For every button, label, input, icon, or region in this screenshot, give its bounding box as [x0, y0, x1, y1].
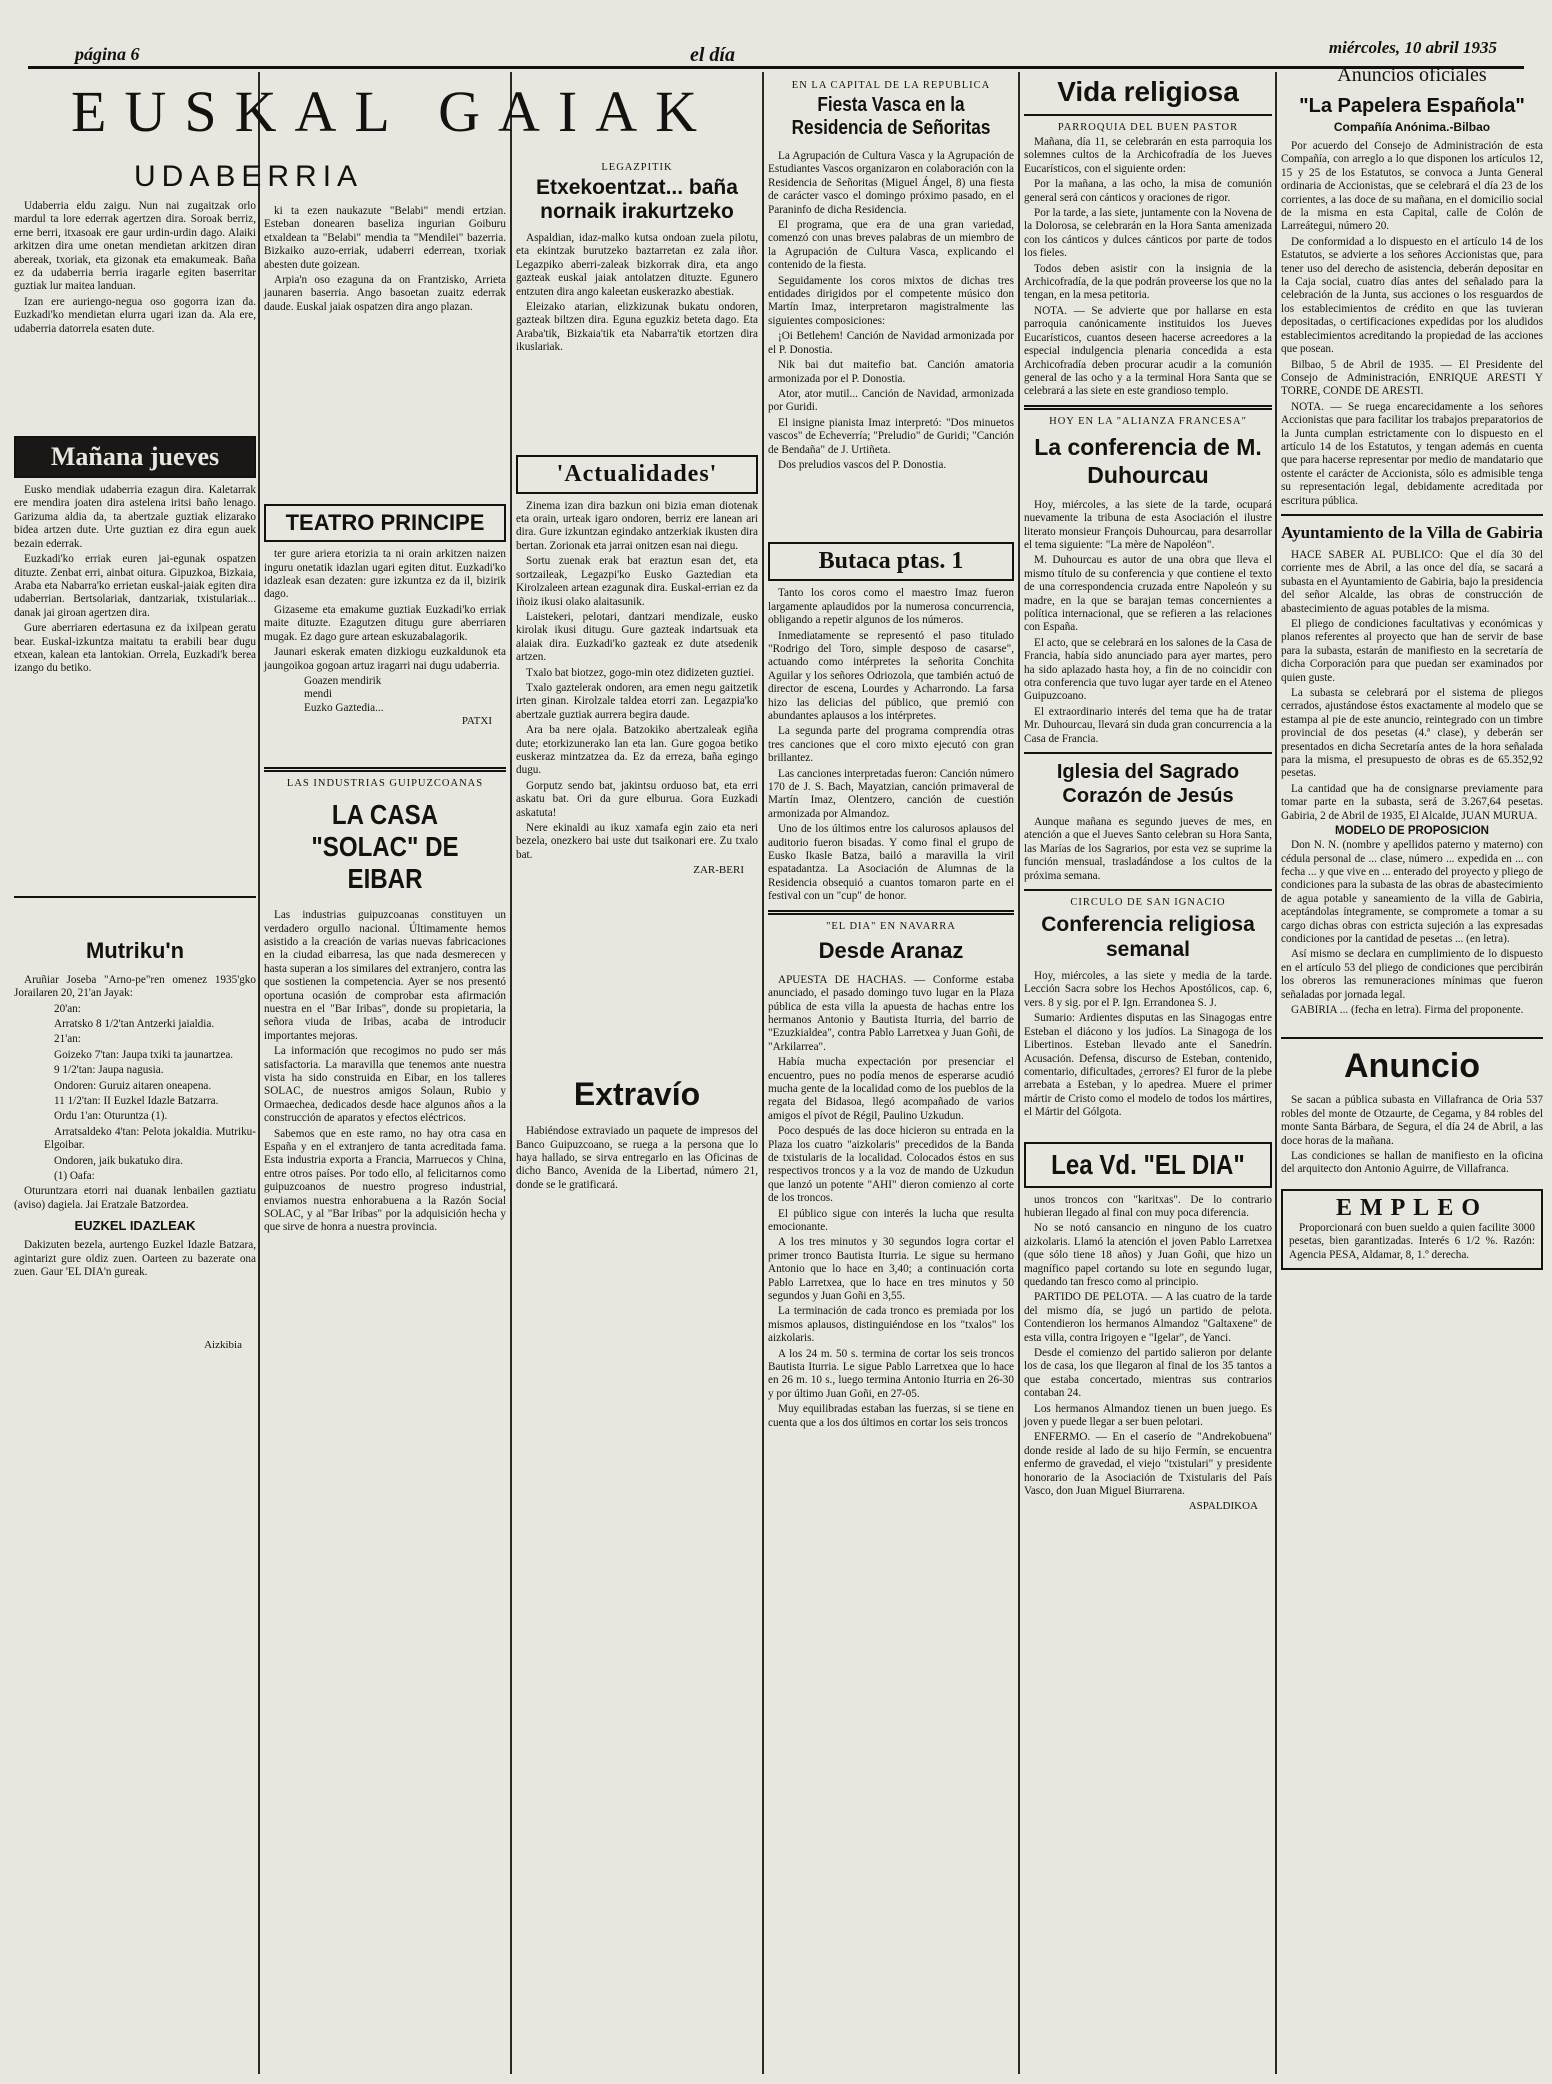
article-paragraph: De conformidad a lo dispuesto en el artículo 14 de los Estatutos, se advierte a los señores Accionistas que, para tener uso del derecho de asistencia, deberán depositar en la Caja social, cuatro días antes del señalado para la celebración de la Junta, sus acciones o los resguardos de los establecimientos de crédito en que las tuvieran depositadas, o certificaciones expedidas por los aludidos establecimientos acreditando la propiedad de las acciones que posean.: [1281, 235, 1543, 356]
divider: [768, 910, 1014, 915]
page-header: [0, 0, 1552, 66]
article-paragraph: Aunque mañana es segundo jueves de mes, en atención a que el Jueves Santo celebran su Hora Santa, las Marías de los Sagrarios, por esta vez se suprime la función mensual, trasladándose a los cultos de la próxima semana.: [1024, 816, 1272, 882]
divider: [1024, 889, 1272, 891]
column-3: [516, 158, 758, 2070]
kicker: LEGAZPITIK: [601, 162, 673, 173]
article-paragraph: Txalo gaztelerak ondoren, ara emen negu gaitzetik irten ginan. Kirolzale taldea etorri zan. Legazpia'ko abertzale guztiak aurrera begira daude.: [516, 681, 758, 721]
divider: [14, 896, 256, 898]
issue-date: miércoles, 10 abril 1935: [1328, 38, 1497, 57]
kicker: HOY EN LA "ALIANZA FRANCESA": [1049, 415, 1247, 427]
article-paragraph: Las industrias guipuzcoanas constituyen un verdadero orgullo nacional. Últimamente hemos asistido a la creación de varias nuevas fabricaciones en la ciudad eibarresa, las que nada desmerecen y hasta superan a los similares del extranjero, contra las que sostienen la competencia. Ayer se nos presentó oportuna ocasión de comprobar esta afirmación nuestra en el "Bar Iribas", donde su propietaria, la señora viuda de Iribas, acaba de introducir importantes mejoras.: [264, 909, 506, 1042]
article-paragraph: El público sigue con interés la lucha que resulta emocionante.: [768, 1207, 1014, 1233]
article-paragraph: La Agrupación de Cultura Vasca y la Agrupación de Estudiantes Vascos organizaron en colaboración con la Residencia de Señoritas (Miguel Ángel, 8) una fiesta de carácter vasco el domingo próximo pasado, en el Paraninfo de dicha Residencia.: [768, 150, 1014, 216]
headline: Iglesia del Sagrado Corazón de Jesús: [1056, 761, 1240, 808]
subheading: MODELO DE PROPOSICION: [1335, 825, 1489, 838]
program-item: 11 1/2'tan: II Euzkel Idazle Batzarra.: [54, 1095, 219, 1107]
headline-box: [264, 504, 506, 542]
article-paragraph: NOTA. — Se ruega encarecidamente a los señores Accionistas que para facilitar los trabajos preparatorios de la Junta cumplan estrictamente con lo dispuesto en el artículo 14 de los Estatutos, y tengan además en cuenta que para hacerse representar por medio de mandatario que ostente el carácter de Accionista, sólo es admisible tenga su representación legal, debidamente acreditada por escritura pública.: [1281, 400, 1543, 507]
headline: EMPLEO: [1335, 1194, 1488, 1221]
article-paragraph: Bilbao, 5 de Abril de 1935. — El Presidente del Consejo de Administración, ENRIQUE ARESTI Y TORRE, CONDE DE ARESTI.: [1281, 358, 1543, 398]
list-item: ¡Oi Betlehem! Canción de Navidad armonizada por el P. Donostia.: [768, 330, 1014, 356]
program-list: [14, 1003, 256, 1184]
program-item: Arratsko 8 1/2'tan Antzerki jaialdia.: [54, 1017, 215, 1030]
page-number: página 6: [75, 44, 140, 64]
headline: Extravío: [573, 1076, 701, 1113]
article-paragraph: HACE SABER AL PUBLICO: Que el día 30 del corriente mes de Abril, a las once del día, se sacará a subasta en el Ayuntamiento de Gabiria, bajo la presidencia del señor Alcalde, las obras de construcción de abastecimiento de aguas potables de la misma.: [1281, 548, 1543, 615]
article-paragraph: NOTA. — Se advierte que por hallarse en esta parroquia canónicamente instituidos los Jueves Eucarísticos, cuantos deseen hacerse acreedores a la especial indulgencia plenaria concedida a esta Archicofradía deben procurar acudir a la comunión general de las ocho y a la terminal Hora Santa que se celebrará a las siete en este grandioso templo.: [1024, 304, 1272, 398]
headline: LA CASA "SOLAC" DE EIBAR: [311, 799, 459, 895]
article-paragraph: Se sacan a pública subasta en Villafranca de Oria 537 robles del monte de Otzaurte, de Cegama, y 84 robles del monte Santa Bárbara, de Segura, el día 24 de Abril, a las doce horas de la mañana.: [1281, 1094, 1543, 1147]
article-paragraph: El extraordinario interés del tema que ha de tratar Mr. Duhourcau, llevará sin duda gran concurrencia a la Casa de Francia.: [1024, 705, 1272, 745]
article-paragraph: La cantidad que ha de consignarse previamente para tomar parte en la subasta, será de 3.267,64 pesetas. Gabiria, 2 de Abril de 1935, El Alcalde, JUAN MURUA.: [1281, 782, 1543, 822]
divider: [1024, 752, 1272, 754]
article-paragraph: unos troncos con "karitxas". De lo contrario hubieran llegado al final con muy poca diferencia.: [1024, 1193, 1272, 1219]
headline: "La Papelera Española": [1299, 95, 1525, 117]
article-paragraph: Euzkadi'ko erriak euren jai-egunak ospatzen dituzte. Zenbat erri, ainbat oitura. Gipuzkoa, Bizkaia, Araba eta Nabarra'ko errietan euskal-jaiak egiten dira udaberrian. Bertsolariak, dantzariak, txistulariak... danak jai giroan agertzen dira.: [14, 553, 256, 619]
article-paragraph: Nere ekinaldi au ikuz xamafa egin zaio eta neri bezela, onezkero bai uste dut tsaikonari ere. Zu txalo bat.: [516, 822, 758, 861]
article-paragraph: Arpia'n oso ezaguna da on Frantzisko, Arrieta jaunaren baserria. Ango basoetan zuaitz ederrak daude. Euskal jaiak ospatzen dira ango plazan.: [264, 274, 506, 313]
program-item: 9 1/2'tan: Jaupa nagusia.: [54, 1064, 164, 1077]
article-paragraph: Mañana, día 11, se celebrarán en esta parroquia los solemnes cultos de la Archicofradía de los Jueves Eucarísticos, con el siguiente orden:: [1024, 136, 1272, 175]
article-paragraph: Hoy, miércoles, a las siete y media de la tarde. Lección Sacra sobre los Hechos Apostólicos, cap. 6, vers. 8 y sig. por el P. Ign. Errandonea S. J.: [1024, 970, 1272, 1009]
article-paragraph: Uno de los últimos entre los calurosos aplausos del auditorio fueron bisadas. Y como final el grupo de Eusko Ikasle Batza, bailó a maravilla la viril espatadantza. La Asociación de Alumnas de la Residencia obsequió a cuantos tomaron parte en el festival con un "cup" de honor.: [768, 823, 1014, 903]
article-paragraph: Ara ba nere ojala. Batzokiko abertzaleak egiña dute; etorkizunerako lan eta lan. Gure gogoa betiko euskeraz mintzatzea da. Ez da erreza, baña egingo dugu.: [516, 724, 758, 777]
program-item: 20'an:: [54, 1002, 81, 1015]
article-paragraph: Izan ere auriengo-negua oso gogorra izan da. Euzkadi'ko mendietan elurra ugari izan da. Ala ere, udaberria datorrela esaten dute.: [14, 295, 256, 335]
program-item: Goizeko 7'tan: Jaupa txiki ta jaunartzea.: [54, 1048, 234, 1061]
divider: [1281, 514, 1543, 516]
article-paragraph: Por acuerdo del Consejo de Administración de esta Compañía, con arreglo a lo que disponen los artículos 12, 15 y 25 de los Estatutos, se convoca a Junta General ordinaria de Accionistas, que se celebrará el día 23 de los corrientes, a las doce de su mañana, en el domicilio social de la misma en esta Capital, calle de Colón de Larreátegui, número 20.: [1281, 140, 1543, 233]
article-paragraph: Poco después de las doce hicieron su entrada en la Plaza los cuatro "aizkolaris" precedidos de la Banda de txistularis de la localidad. Colocados éstos en sus respectivos troncos y a la voz de mando de Uzkudun que lanzó un potente "AHI" dieron comienzo al corte de los troncos.: [768, 1125, 1014, 1205]
headline: Lea Vd. "EL DIA": [1051, 1148, 1245, 1180]
headline: Etxekoentzat... baña nornaik irakurtzeko: [536, 176, 738, 223]
headline-box: [516, 455, 758, 494]
headline: La conferencia de M. Duhourcau: [1034, 433, 1262, 488]
article-paragraph: Oturuntzara etorri nai duanak lenbailen gaztiatu (aviso) dagiela. Jai Eratzale Batzordea.: [14, 1185, 256, 1211]
article-paragraph: La subasta se celebrará por el sistema de pliegos cerrados, ajustándose éstos exactamente al modelo que se estampa al pie de este anuncio, reintegrado con un timbre provincial de dos pesetas (4.ª clase), y deberán ser presentados en dicha Secretaría antes de la hora señalada para la misma, el presupuesto de obras es de 65.352,92 pesetas.: [1281, 687, 1543, 780]
program-item: (1) Oafa:: [54, 1170, 95, 1183]
article-paragraph: El programa, que era de una gran variedad, comenzó con unas breves palabras de un miembro de la Agrupación de Cultura Vasca, explicando el contenido de la fiesta.: [768, 219, 1014, 272]
article-paragraph: Sabemos que en este ramo, no hay otra casa en España y en el extranjero de tanta acreditada fama. Esta industria exporta a Francia, Marruecos y China, entre otros países. Por todo ello, al felicitarnos como guipuzcoanos de nuestro progreso industrial, enviamos nuestra enhorabuena a la Razón Social SOLAC, y al "Bar Iribas" por la adquisición hecha y que sirve de honra a nuestra provincia.: [264, 1127, 506, 1234]
article-paragraph: M. Duhourcau es autor de una obra que lleva el mismo título de su conferencia y que contiene el texto de una correspondencia cruzada entre Napoleón y su madre, en la que se barajan temas concernientes a política internacional, que se refieren a las relaciones con España.: [1024, 554, 1272, 634]
article-paragraph: La terminación de cada tronco es premiada por los mismos aplausos, distinguiéndose en los "txalos" los aizkolaris.: [768, 1305, 1014, 1345]
article-paragraph: Desde el comienzo del partido salieron por delante los de casa, los que llegaron al final de los 35 tantos a que estaba concertado, mientras sus contrarios contaban 24.: [1024, 1347, 1272, 1400]
article-paragraph: La información que recogimos no pudo ser más satisfactoria. La maravilla que tenemos ante nuestra vista ha sido construida en Eibar, en los talleres SOLAC, de nuestros amigos Solaun, Rubio y Ormaechea, dedicados desde hace algunos años a la construcción de aparatos y efectos eléctricos.: [264, 1045, 506, 1125]
article-paragraph: Don N. N. (nombre y apellidos paterno y materno) con cédula personal de ... clase, número ... expedida en ... con fecha ... y que vive en ... enterado del proyecto y pliego de condiciones para la subasta de las obras de abastecimiento de agua potable y saneamiento de la villa de Gabiria, aceptándolas íntegramente, se compromete a tomar a su cargo dichas obras con estricta sujeción a las expresadas condiciones por la cantidad de pesetas ... (en letra).: [1281, 839, 1543, 945]
headline: TEATRO PRINCIPE: [285, 510, 485, 536]
article-paragraph: A los tres minutos y 30 segundos logra cortar el primer tronco Bautista Iturria. Le sigue su hermano Antonio que lo hace en 3,40; a continuación corta Pablo Larretxea, que lo hace en tres minutos y 50 segundos y Juan Goñi en 3,55.: [768, 1236, 1014, 1303]
column-4: [768, 76, 1014, 2070]
kicker: EN LA CAPITAL DE LA REPUBLICA: [791, 80, 991, 91]
article-paragraph: Había mucha expectación por presenciar el encuentro, pues no podía menos de esperarse acudió mucha gente de la localidad como de los pueblos de la regata del Bidasoa, llegó acompañado de varios amigos el pívot de Régil, Paulino Uzkudun.: [768, 1056, 1014, 1122]
column-rule: [1275, 72, 1277, 2074]
article-paragraph: ENFERMO. — En el caserío de "Andrekobuena" donde reside al lado de su hijo Fermín, se encuentra enfermo de gravedad, el viejo "txistulari" y presidente honorario de la Asociación de Txistularis del País Vasco, don Juan Miguel Biurrarena.: [1024, 1431, 1272, 1498]
article-paragraph: Gure aberriaren edertasuna ez da ixilpean geratu bear. Euskal-izkuntza maitatu ta erabili bear dugu etxean, kalean eta lantokian. Orrela, Euzkadi'k berea izango du betiko.: [14, 622, 256, 675]
kicker: "EL DIA" EN NAVARRA: [826, 920, 956, 932]
article-paragraph: Eusko mendiak udaberria ezagun dira. Kaletarrak ere mendira joaten dira astelena iritsi baño lenago. Garizuma aldia da, ta abertzale guztiak elizarako bidea artzen dute. Urte guztian ez dira egun auek bezain ederrak.: [14, 484, 256, 550]
divider: [1024, 114, 1272, 116]
kicker: PARROQUIA DEL BUEN PASTOR: [1057, 122, 1239, 133]
article-paragraph: El pliego de condiciones facultativas y económicas y planos referentes al proyecto que han de servir de base para la subasta, estarán de manifiesto en la secretaría de dicha Corporación para que puedan ser examinados por quien guste.: [1281, 618, 1543, 684]
article-paragraph: La segunda parte del programa comprendía otras tres canciones que el coro mixto ejecutó con gran brillantez.: [768, 725, 1014, 765]
divider: [264, 767, 506, 772]
headline: Conferencia religiosa semanal: [1041, 913, 1255, 962]
article-paragraph: A los 24 m. 50 s. termina de cortar los seis troncos Bautista Iturria. Le sigue Pablo Larretxea que lo hace en 26 m. 10 s., luego termina Antonio Iturria en 26-30 y por último Juan Goñi, en 27-05.: [768, 1347, 1014, 1400]
article-paragraph: Zinema izan dira bazkun oni bizia eman diotenak eta orain, urteak igaro ondoren, berriz ere lanean ari dira. Gure izkuntzan egindako antzerkiak ikusten dira bertan. Zorionak eta jarrai onitzen esan nai diegu.: [516, 499, 758, 552]
section-title: EUSKAL GAIAK: [71, 79, 715, 144]
article-paragraph: APUESTA DE HACHAS. — Conforme estaba anunciado, el pasado domingo tuvo lugar en la Plaza pública de esta villa la apuesta de hachas entre los hermanos Antonio y Bautista Iturria, del barrio de "Ezuzkialdea", contra Pablo Larretxea y Juan Goñi, de "Arkilarrea".: [768, 973, 1014, 1053]
article-paragraph: Por la tarde, a las siete, juntamente con la Novena de la Dolorosa, se celebrarán en la Hora Santa amenizada con los cánticos y dulces cánticos por parte de todos los fieles.: [1024, 207, 1272, 260]
article-paragraph: Por la mañana, a las ocho, la misa de comunión general será con cánticos y oraciones de rigor.: [1024, 178, 1272, 204]
headline: Anuncio: [1344, 1047, 1480, 1086]
signature: ZAR-BERI: [693, 864, 744, 877]
article-paragraph: Seguidamente los coros mixtos de dichas tres entidades dirigidos por el competente músico don Martín Imaz, interpretaron magistralmente las siguientes composiciones:: [768, 274, 1014, 327]
article-paragraph: Laistekeri, pelotari, dantzari mendizale, eusko kirolak ikusi ditugu. Gure gazteak indartsuak eta alaiak dira. Euzkadi'ko gazteak ez dute atsedenik artzen.: [516, 610, 758, 664]
signature: Aizkibia: [204, 1339, 242, 1352]
poem-line: Euzko Gaztedia...: [304, 701, 384, 714]
article-paragraph: Gorputz sendo bat, jakintsu orduoso bat, eta erri askatu bat. Ori da gure elburua. Gora Euzkadi askatuta!: [516, 779, 758, 819]
divider: [1024, 405, 1272, 410]
signature: PATXI: [461, 715, 492, 728]
program-item: Ondoren: Guruiz aitaren oneapena.: [54, 1079, 212, 1092]
column-2: [264, 205, 506, 2070]
list-item: Nik bai dut maitefio bat. Canción amatoria armonizada por el P. Donostia.: [768, 359, 1014, 385]
headline-box: [14, 436, 256, 478]
article-paragraph: Sumario: Ardientes disputas en las Sinagogas entre Esteban el diácono y los judíos. La Sinagoga de los Libertinos. Esteban llevado ante el Sanedrín. Acusación. Defensa, discurso de Esteban, contenido, comentario, dificultades, ¿errores? El furor de la plebe arrebata a Esteban, y lo apedrea. Muere el primer mártir de Cristo como el modelo de todos los mártires, el Mártir del Gólgota.: [1024, 1012, 1272, 1119]
list-item: Ator, ator mutil... Canción de Navidad, armonizada por Guridi.: [768, 387, 1014, 414]
article-paragraph: Muy equilibradas estaban las fuerzas, si se tiene en cuenta que a los dos últimos en cortar los seis troncos: [768, 1403, 1014, 1429]
promo-box: [1024, 1142, 1272, 1188]
headline: Mañana jueves: [50, 442, 220, 472]
article-paragraph: Todos deben asistir con la insignia de la Archicofradía, de la que podrán proveerse los que no la tengan, en la mesa petitoria.: [1024, 262, 1272, 302]
article-paragraph: ter gure ariera etorizia ta ni orain arkitzen naizen inguru onetatik idazlan ugari egiten ditut. Euzkadi'ko idazleak esan dezaten: gure izkuntza ez da il, bizirik dago.: [264, 548, 506, 601]
headline-box: [768, 542, 1014, 581]
signature: ASPALDIKOA: [1188, 1500, 1258, 1513]
article-subtitle: UDABERRIA: [134, 160, 364, 193]
article-paragraph: Aspaldian, idaz-malko kutsa ondoan zuela pilotu, eta ekintzak burutzeko baztarretan ez zala iñor. Legazpiko aberri-zaleak bizkorrak dira, eta ango gazteak euskal jaiak antolatzen dituzte. Egunero entzuten dira ango kaleetan euskerazko abestiak.: [516, 232, 758, 298]
headline: Butaca ptas. 1: [818, 548, 964, 575]
article-paragraph: No se notó cansancio en ninguno de los cuatro aizkolaris. Llamó la atención el joven Pablo Larretxea (que sólo tiene 18 años) y Juan Goñi, que hizo un magnífico papel cortando su lote en segundo lugar, quedando tan fresco como al principio.: [1024, 1222, 1272, 1288]
headline: Ayuntamiento de la Villa de Gabiria: [1281, 522, 1543, 542]
section-banner: [28, 72, 758, 154]
headline: Fiesta Vasca en la Residencia de Señoritas: [791, 94, 991, 139]
article-paragraph: Así mismo se declara en cumplimiento de lo dispuesto en el artículo 53 del pliego de condiciones que percibirán los obreros las remuneraciones mínimas que fueron señaladas por jornada legal.: [1281, 948, 1543, 1001]
article-paragraph: Eleizako atarian, elizkizunak bukatu ondoren, gazteak biltzen dira. Eguna eguzkiz beteta dago. Eta Araba'tik, Bizkaia'tik eta Nabarra'tik etortzen dira ikuslariak.: [516, 301, 758, 354]
article-paragraph: Proporcionará con buen sueldo a quien facilite 3000 pesetas, bien garantizadas. Interés 6 1/2 %. Razón: Agencia PESA, Aldamar, 8, 1.º derecha.: [1289, 1221, 1535, 1261]
article-paragraph: Gizaseme eta emakume guztiak Euzkadi'ko erriak maite dituzte. Ezagutzen ditugu gure aberriaren mugak. Ez dago gure artean eskuzabalagorik.: [264, 603, 506, 643]
article-paragraph: Habiéndose extraviado un paquete de impresos del Banco Guipuzcoano, se ruega a la persona que lo haya hallado, se sirva entregarlo en las Oficinas de dicho Banco, Avenida de la Libertad, número 21, donde se le gratificará.: [516, 1125, 758, 1191]
program-item: Arratsaldeko 4'tan: Pelota jokaldia. Mutriku-Elgoibar.: [44, 1125, 256, 1152]
article-paragraph: ki ta ezen naukazute "Belabi" mendi ertzian. Esteban donearen baseliza ingurian Goiburu etxaldean ta "Belabi" mendia ta "Mendilei" bazerria. Bizkaiko auzo-erriak, udaberri ederrean, txoriak abesten dute goizean.: [264, 205, 506, 271]
program-item: Ondoren, jaik bukatuko dira.: [54, 1154, 183, 1167]
newspaper-name: el día: [690, 44, 735, 66]
program-item: 21'an:: [54, 1033, 81, 1046]
article-paragraph: Los hermanos Almandoz tienen un buen juego. Es joven y puede llegar a ser buen pelotari.: [1024, 1402, 1272, 1429]
classified-box: [1281, 1189, 1543, 1270]
column-rule: [258, 72, 260, 2074]
headline: 'Actualidades': [556, 460, 718, 487]
headline: Desde Aranaz: [818, 937, 964, 963]
subheading: EUZKEL IDAZLEAK: [74, 1218, 196, 1234]
section-title: Anuncios oficiales: [1337, 64, 1487, 86]
article-paragraph: Hoy, miércoles, a las siete de la tarde, ocupará nuevamente la tribuna de esta Asociación el ilustre literato monsieur François Duhourcau, para desarrollar el tema siguiente: "La mère de Napoléon".: [1024, 498, 1272, 551]
article-paragraph: PARTIDO DE PELOTA. — A las cuatro de la tarde del mismo día, se jugó un partido de pelota. Contendieron los hermanos Almandoz "Galtaxene" de esta villa, contra Irigoyen e "Igelar", de Yanci.: [1024, 1291, 1272, 1344]
kicker: LAS INDUSTRIAS GUIPUZCOANAS: [286, 778, 484, 790]
program-item: Ordu 1'an: Oturuntza (1).: [54, 1110, 168, 1123]
subheading: Compañía Anónima.-Bilbao: [1333, 120, 1491, 134]
article-paragraph: Inmediatamente se representó el paso titulado "Rodrigo del Toro, simple desposo de casarse", actuando como intérpretes la señorita Conchita Aguilar y los señores Odriozola, que también actuó de director de escena, Lourdes y Acharrondo. La farsa hizo las delicias del público, que premió con abundantes aplausos a los intérpretes.: [768, 629, 1014, 722]
poem-line: Goazen mendirik: [304, 674, 382, 687]
headline: Vida religiosa: [1057, 76, 1239, 107]
article-paragraph: Las canciones interpretadas fueron: Canción número 170 de J. S. Bach, Mayatzian, canción primaveral de Martín Imaz, Olentzero, canción de cuestión armonizada por Almandoz.: [768, 767, 1014, 820]
column-rule: [1018, 72, 1020, 2074]
kicker: CIRCULO DE SAN IGNACIO: [1070, 897, 1226, 909]
column-rule: [762, 72, 764, 2074]
article-paragraph: Udaberria eldu zaigu. Nun nai zugaitzak orlo mardul ta lore ederrak agertzen dira. Soroak berriz, erne berri, itxasoak ere gaur urdin-urdin dago. Alaiki arkitzen dira ume onetan mendietan arkitzen diran abereak, txoriak, eta gizonak eta emakumeak. Baña ez da udaberria berria iragarle egiten baserritar guztiak lur maitea landuan.: [14, 200, 256, 293]
divider: [1281, 1037, 1543, 1039]
poem-line: mendi: [304, 688, 332, 701]
article-paragraph: Dakizuten bezela, aurtengo Euzkel Idazle Batzara, agintarizt gure oldiz zuen. Oarteen zu bazerate ona zuen. Gaur 'EL DIA'n gureak.: [14, 1239, 256, 1279]
list-item: Dos preludios vascos del P. Donostia.: [778, 458, 947, 471]
article-paragraph: Sortu zuenak erak bat eraztun esan det, eta sortzaileak, Legazpi'ko Eusko Gaztedian eta Kirolzaleen artean ezagunak dira. Euskal-errian ez da iñoiz ikusi olako alaitasunik.: [516, 555, 758, 608]
poem: [264, 675, 506, 715]
column-rule: [510, 72, 512, 2074]
article-paragraph: Las condiciones se hallan de manifiesto en la oficina del arquitecto don Antonio Aguirre, de Villafranca.: [1281, 1150, 1543, 1176]
article-paragraph: Aruñiar Joseba "Arno-pe"ren omenez 1935'gko Jorailaren 20, 21'an Jayak:: [14, 973, 256, 1000]
column-5: [1024, 76, 1272, 2070]
article-paragraph: El acto, que se celebrará en los salones de la Casa de Francia, había sido anunciado para ayer martes, pero ha sido aplazado hasta hoy, a fin de no coincidir con otra conferencia que tuvo lugar ayer tarde en el Ateneo Guipuzcoano.: [1024, 636, 1272, 703]
article-paragraph: GABIRIA ... (fecha en letra). Firma del proponente.: [1291, 1003, 1524, 1016]
article-paragraph: Jaunari eskerak ematen dizkiogu euzkaldunok eta jaungoikoa gogoan artuz iragarri nai dugu udaberria.: [264, 646, 506, 672]
article-paragraph: Tanto los coros como el maestro Imaz fueron largamente aplaudidos por la numerosa concurrencia, obligando a repetir algunos de los números.: [768, 587, 1014, 627]
column-6: [1281, 62, 1543, 2070]
headline: Mutriku'n: [85, 937, 185, 963]
article-paragraph: Txalo bat biotzez, gogo-min otez didizeten guztiei.: [526, 666, 755, 679]
list-item: El insigne pianista Imaz interpretó: "Dos minuetos vascos" de Echeverría; "Preludio" de Guridi; "Canción de Bendaña" de J. Urtiñeta.: [768, 416, 1014, 456]
